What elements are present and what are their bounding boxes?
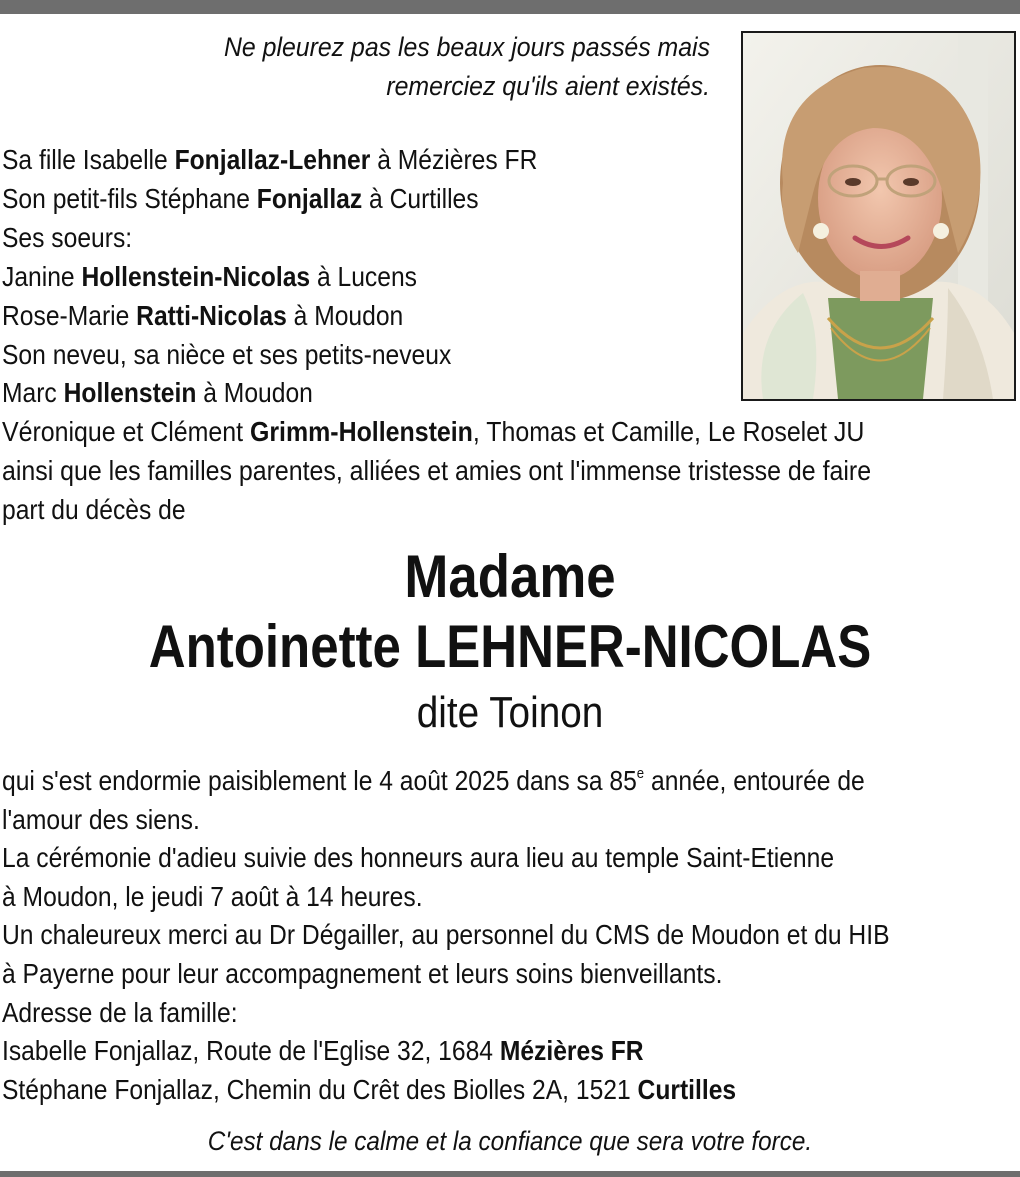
family-line: Marc Hollenstein à Moudon xyxy=(2,377,313,409)
announcement-line: à Payerne pour leur accompagnement et leurs soins bienveillants. xyxy=(2,957,723,989)
family-line: Véronique et Clément Grimm-Hollenstein, Thomas et Camille, Le Roselet JU xyxy=(2,416,865,448)
family-line: Sa fille Isabelle Fonjallaz-Lehner à Mézières FR xyxy=(2,144,538,175)
opening-quote xyxy=(149,28,710,106)
announcement-line: La cérémonie d'adieu suivie des honneurs aura lieu au temple Saint-Etienne xyxy=(2,842,835,874)
family-list xyxy=(2,141,978,530)
announcement-text xyxy=(2,762,1020,1109)
opening-quote-line-2: remerciez qu'ils aient existés. xyxy=(386,71,710,101)
family-line: Ses soeurs: xyxy=(2,221,133,253)
announcement-line: l'amour des siens. xyxy=(2,803,200,835)
family-line: Son neveu, sa nièce et ses petits-neveux xyxy=(2,338,452,370)
closing-quote: C'est dans le calme et la confiance que sera votre force. xyxy=(207,1126,813,1156)
bottom-rule xyxy=(0,1171,1020,1177)
family-line: ainsi que les familles parentes, alliées et amies ont l'immense tristesse de faire xyxy=(2,455,872,487)
announcement-line: qui s'est endormie paisiblement le 4 août 2025 dans sa 85e année, entourée de xyxy=(2,765,865,796)
family-line: part du décès de xyxy=(2,494,186,526)
address-line: Stéphane Fonjallaz, Chemin du Crêt des Biolles 2A, 1521 Curtilles xyxy=(2,1073,737,1105)
announcement-line: Un chaleureux merci au Dr Dégailler, au personnel du CMS de Moudon et du HIB xyxy=(2,919,890,951)
family-line: Janine Hollenstein-Nicolas à Lucens xyxy=(2,260,417,292)
family-line: Rose-Marie Ratti-Nicolas à Moudon xyxy=(2,299,404,331)
salutation: Madame xyxy=(404,543,616,610)
deceased-name-block xyxy=(0,545,1020,741)
top-rule xyxy=(0,0,1020,14)
opening-quote-line-1: Ne pleurez pas les beaux jours passés mais xyxy=(223,32,710,62)
announcement-line: à Moudon, le jeudi 7 août à 14 heures. xyxy=(2,880,423,912)
family-line: Son petit-fils Stéphane Fonjallaz à Curtilles xyxy=(2,182,479,214)
address-line: Isabelle Fonjallaz, Route de l'Eglise 32, 1684 Mézières FR xyxy=(2,1035,644,1067)
nickname: dite Toinon xyxy=(416,688,604,737)
deceased-name: Antoinette LEHNER-NICOLAS xyxy=(148,613,872,680)
address-heading: Adresse de la famille: xyxy=(2,996,238,1028)
